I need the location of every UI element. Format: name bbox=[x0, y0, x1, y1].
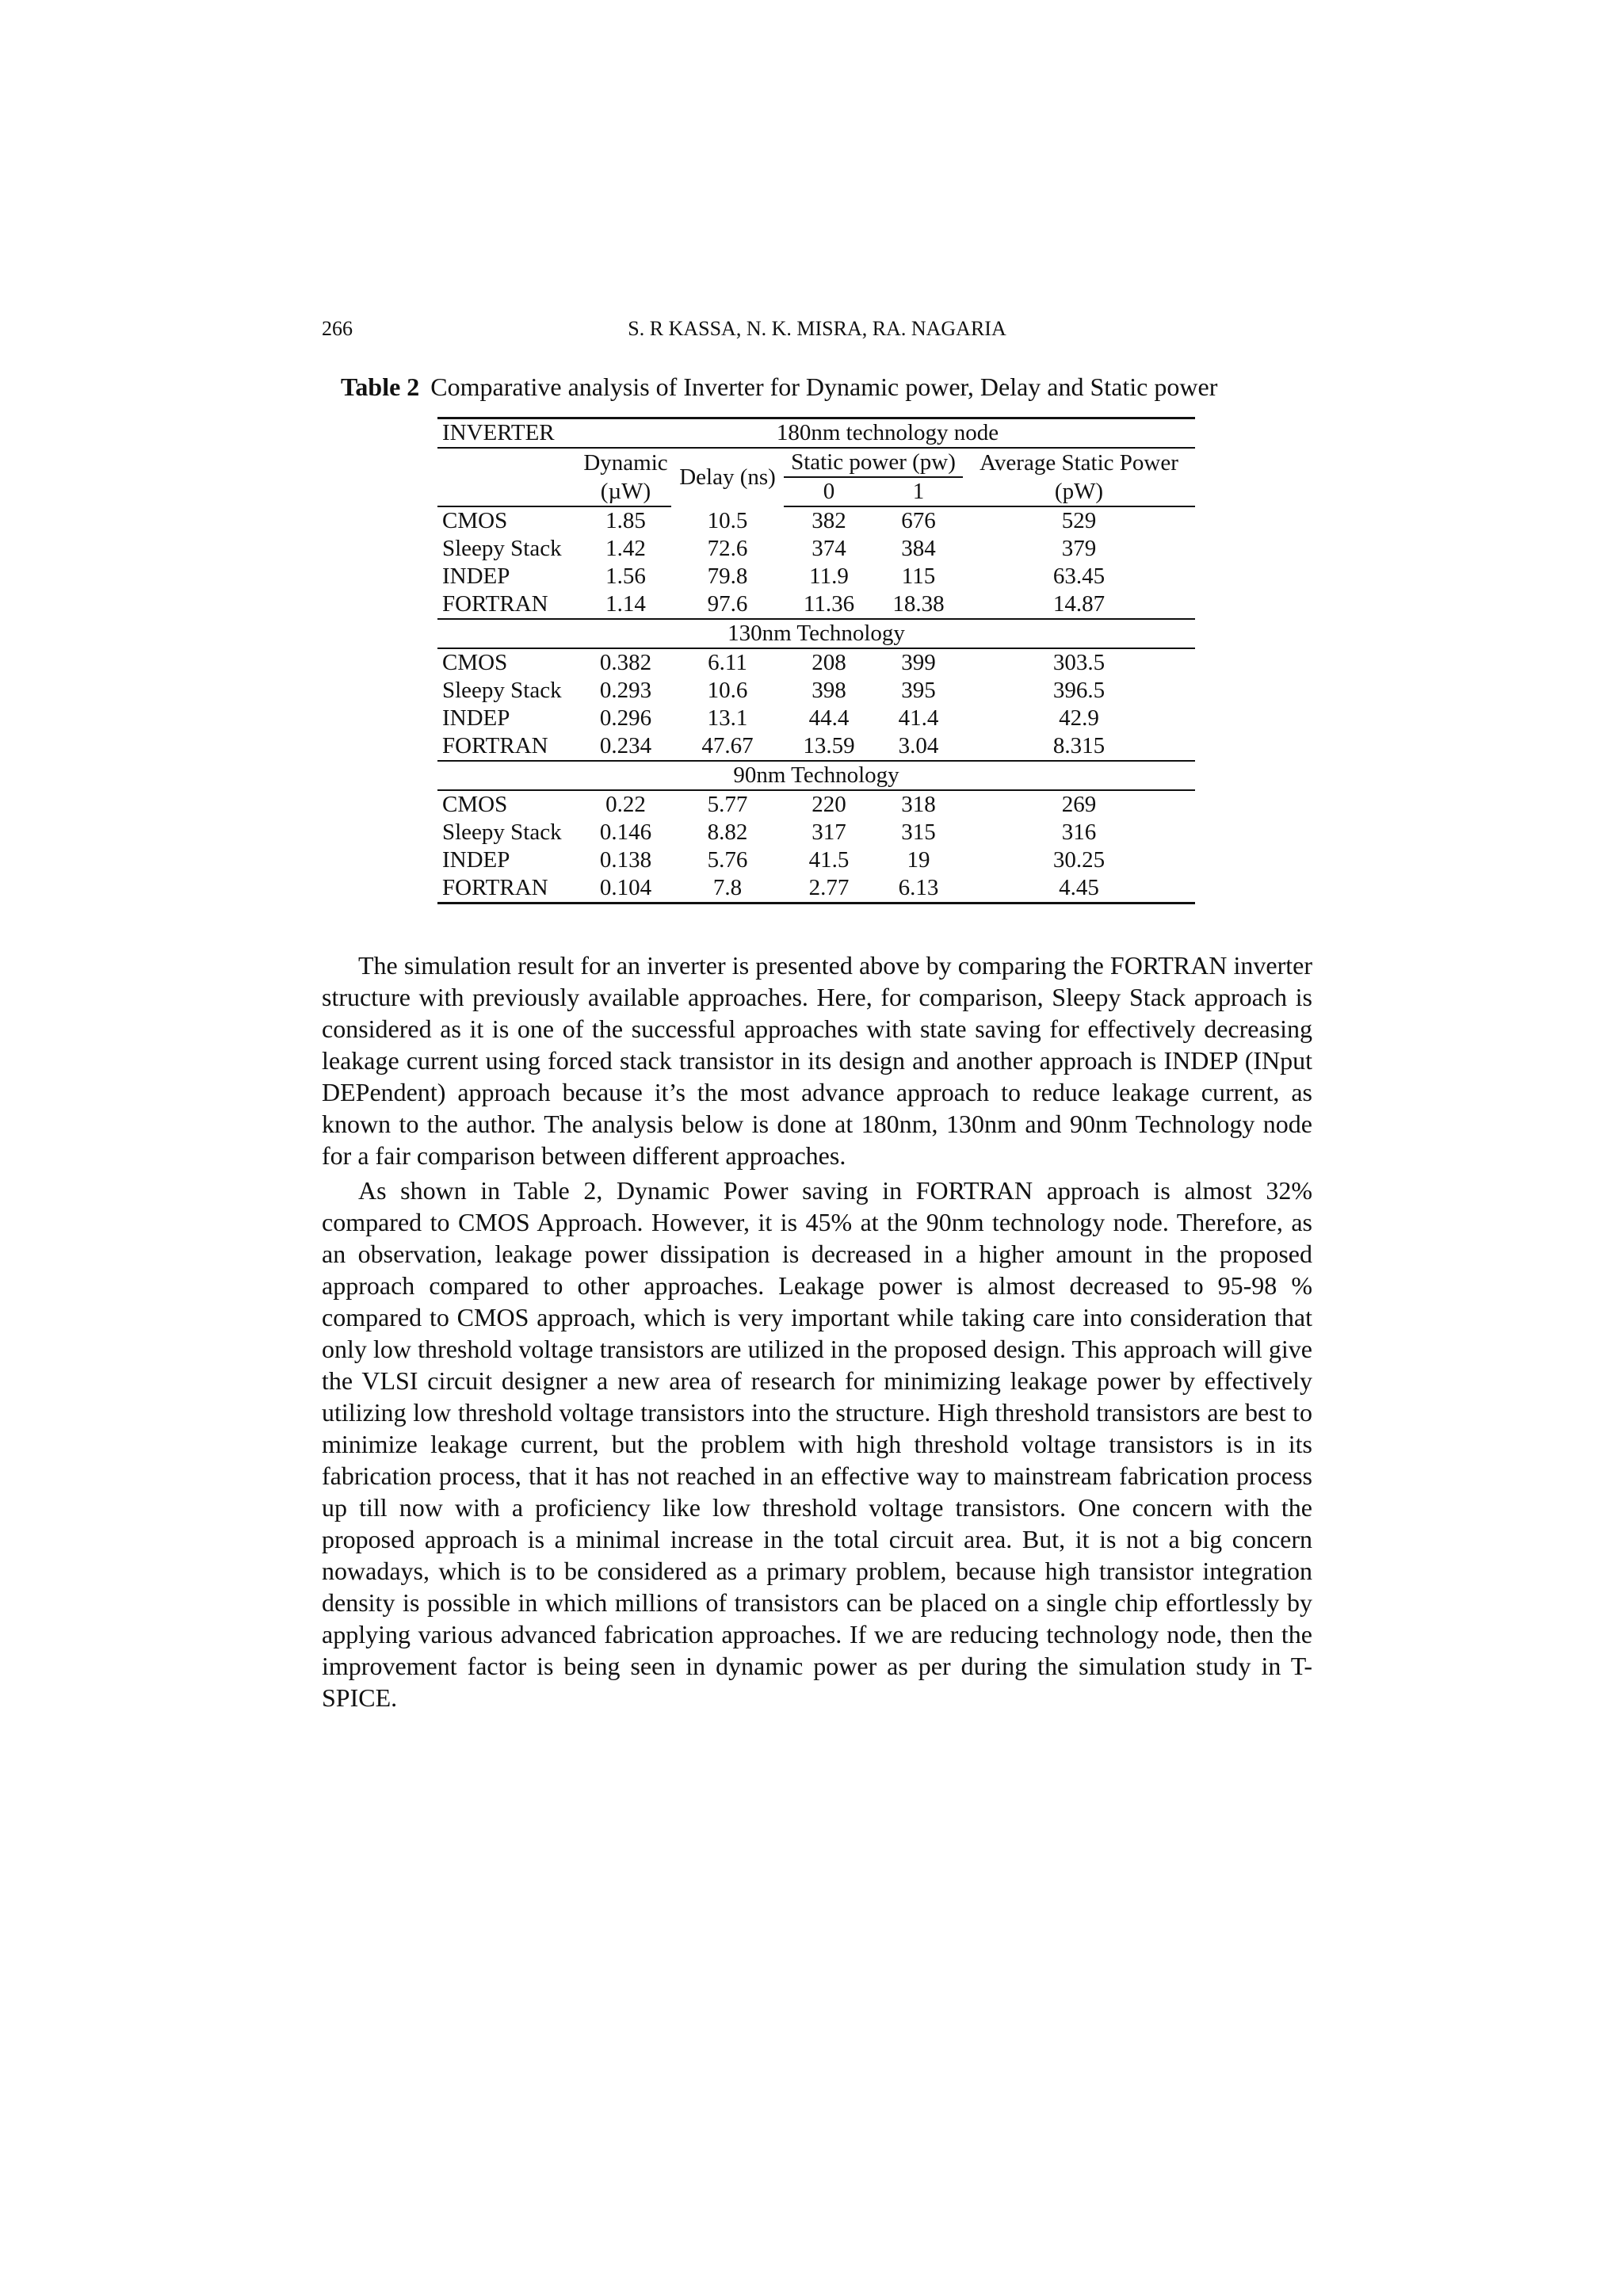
table-header-row-3 bbox=[437, 477, 1195, 506]
table-row bbox=[437, 705, 1195, 732]
cell-avg: 303.5 bbox=[1052, 650, 1106, 675]
header-dynamic: Dynamic bbox=[583, 449, 668, 476]
cell-delay: 5.77 bbox=[707, 792, 748, 817]
cell-delay: 7.8 bbox=[671, 874, 784, 904]
cell-s0: 2.77 bbox=[784, 874, 874, 904]
table-row bbox=[437, 846, 1195, 874]
cell-avg: 529 bbox=[1061, 508, 1097, 533]
cell-delay: 10.6 bbox=[707, 678, 748, 703]
cell-delay: 8.82 bbox=[707, 819, 748, 845]
header-delay: Delay (ns) bbox=[679, 464, 776, 490]
cell-s0: 41.5 bbox=[808, 847, 850, 873]
table-caption bbox=[341, 371, 1331, 403]
table-row bbox=[437, 790, 1195, 819]
table-row bbox=[437, 677, 1195, 705]
cell-name: FORTRAN bbox=[437, 732, 580, 761]
cell-s0: 11.36 bbox=[784, 590, 874, 619]
cell-name: Sleepy Stack bbox=[442, 819, 562, 845]
header-static-0: 0 bbox=[784, 477, 874, 506]
cell-delay: 79.8 bbox=[707, 563, 748, 589]
cell-s1: 395 bbox=[901, 678, 936, 703]
cell-s1: 18.38 bbox=[874, 590, 963, 619]
paragraph: The simulation result for an inverter is presented above by comparing the FORTRAN inverter structure with previously available approaches. Here, for comparison, Sleepy Stack approach is considered as it is one of the successful approaches with state saving for effectively decreasing leakage current using forced stack transistor in its design and another approach is INDEP (INput DEPendent) approach because it’s the most advance approach to reduce leakage current, as known to the author. The analysis below is done at 180nm, 130nm and 90nm Technology node for a fair comparison between different approaches. bbox=[322, 951, 1312, 1170]
table-row bbox=[437, 874, 1195, 904]
cell-name: Sleepy Stack bbox=[442, 678, 562, 703]
header-average: Average Static Power bbox=[980, 449, 1178, 476]
header-dynamic-unit: (µW) bbox=[580, 477, 671, 506]
table-row bbox=[437, 563, 1195, 590]
cell-s1: 6.13 bbox=[874, 874, 963, 904]
cell-s1: 676 bbox=[901, 508, 936, 533]
cell-s1: 3.04 bbox=[874, 732, 963, 761]
cell-s1: 318 bbox=[901, 792, 936, 817]
cell-delay: 72.6 bbox=[707, 536, 748, 561]
cell-avg: 14.87 bbox=[963, 590, 1195, 619]
table-header-row-2 bbox=[437, 448, 1195, 477]
cell-s0: 220 bbox=[812, 792, 846, 817]
cell-dynamic: 0.104 bbox=[580, 874, 671, 904]
header-average-unit: (pW) bbox=[963, 477, 1195, 506]
cell-avg: 42.9 bbox=[1059, 705, 1099, 731]
cell-name: FORTRAN bbox=[437, 590, 580, 619]
cell-avg: 316 bbox=[1061, 819, 1097, 845]
cell-delay: 97.6 bbox=[671, 590, 784, 619]
cell-s1: 315 bbox=[901, 819, 936, 845]
section-title: 130nm Technology bbox=[437, 619, 1195, 648]
cell-avg: 63.45 bbox=[1052, 563, 1106, 589]
cell-name: FORTRAN bbox=[437, 874, 580, 904]
cell-s0: 382 bbox=[812, 508, 846, 533]
cell-name: CMOS bbox=[442, 650, 508, 675]
header-static-1: 1 bbox=[874, 477, 963, 506]
cell-dynamic: 1.56 bbox=[605, 563, 646, 589]
section-title: 180nm technology node bbox=[580, 418, 1195, 449]
running-head-authors: S. R KASSA, N. K. MISRA, RA. NAGARIA bbox=[628, 317, 1006, 340]
running-head bbox=[322, 313, 1312, 345]
cell-dynamic: 1.14 bbox=[580, 590, 671, 619]
cell-s1: 41.4 bbox=[898, 705, 939, 731]
cell-s0: 374 bbox=[812, 536, 846, 561]
cell-name: INDEP bbox=[442, 847, 510, 873]
cell-dynamic: 0.382 bbox=[599, 650, 652, 675]
cell-s0: 11.9 bbox=[809, 563, 849, 589]
cell-s0: 398 bbox=[812, 678, 846, 703]
section-title-row bbox=[437, 619, 1195, 648]
cell-s1: 19 bbox=[907, 847, 930, 873]
cell-s1: 399 bbox=[901, 650, 936, 675]
table-row bbox=[437, 732, 1195, 761]
cell-avg: 4.45 bbox=[963, 874, 1195, 904]
cell-s0: 317 bbox=[812, 819, 846, 845]
table-row bbox=[437, 506, 1195, 535]
cell-delay: 5.76 bbox=[707, 847, 748, 873]
section-title: 90nm Technology bbox=[437, 761, 1195, 790]
cell-name: CMOS bbox=[442, 508, 508, 533]
comparison-table bbox=[437, 417, 1195, 904]
cell-s1: 384 bbox=[901, 536, 936, 561]
cell-avg: 8.315 bbox=[963, 732, 1195, 761]
cell-dynamic: 0.138 bbox=[599, 847, 652, 873]
cell-s0: 208 bbox=[812, 650, 846, 675]
cell-dynamic: 0.22 bbox=[605, 792, 646, 817]
cell-dynamic: 0.296 bbox=[599, 705, 652, 731]
cell-avg: 379 bbox=[1061, 536, 1097, 561]
table-row bbox=[437, 590, 1195, 619]
cell-delay: 6.11 bbox=[708, 650, 747, 675]
cell-dynamic: 1.85 bbox=[605, 508, 646, 533]
cell-name: INDEP bbox=[442, 563, 510, 589]
cell-avg: 396.5 bbox=[1052, 678, 1106, 703]
cell-delay: 10.5 bbox=[707, 507, 748, 533]
cell-name: Sleepy Stack bbox=[442, 536, 562, 561]
cell-s1: 115 bbox=[901, 563, 936, 589]
cell-avg: 30.25 bbox=[1052, 847, 1106, 873]
paragraph: As shown in Table 2, Dynamic Power saving in FORTRAN approach is almost 32% compared to CMOS Approach. However, it is 45% at the 90nm technology node. Therefore, as an observation, leakage power dissipation is decreased in a higher amount in the proposed approach compared to other approaches. Leakage power is almost decreased to 95-98 % compared to CMOS approach, which is very important while taking care into consideration that only low threshold voltage transistors are utilized in the proposed design. This approach will give the VLSI circuit designer a new area of research for minimizing leakage power by effectively utilizing low threshold voltage transistors into the structure. High threshold transistors are best to minimize leakage current, but the problem with high threshold voltage transistors is in its fabrication process, that it has not reached in an effective way to mainstream fabrication process up till now with a proficiency like low threshold voltage transistors. One concern with the proposed approach is a minimal increase in the total circuit area. But, it is not a big concern nowadays, which is to be considered as a primary problem, because high transistor integration density is possible in which millions of transistors can be placed on a single chip effortlessly by applying various advanced fabrication approaches. If we are reducing technology node, then the improvement factor is being seen in dynamic power as per during the simulation study in T-SPICE. bbox=[322, 1176, 1312, 1712]
body-text bbox=[322, 949, 1312, 1713]
cell-s0: 44.4 bbox=[808, 705, 850, 731]
cell-name: CMOS bbox=[442, 792, 508, 817]
cell-dynamic: 0.146 bbox=[599, 819, 652, 845]
table-caption-text: Comparative analysis of Inverter for Dynamic power, Delay and Static power bbox=[430, 372, 1218, 401]
cell-name: INDEP bbox=[442, 705, 510, 731]
cell-avg: 269 bbox=[1061, 792, 1097, 817]
cell-dynamic: 1.42 bbox=[605, 536, 646, 561]
table-row bbox=[437, 819, 1195, 846]
cell-dynamic: 0.293 bbox=[599, 678, 652, 703]
table-row bbox=[437, 535, 1195, 563]
table-row bbox=[437, 648, 1195, 677]
section-title-row bbox=[437, 761, 1195, 790]
table-header-row-1 bbox=[437, 418, 1195, 449]
header-static: Static power (pw) bbox=[784, 448, 963, 477]
cell-delay: 47.67 bbox=[671, 732, 784, 761]
page-number: 266 bbox=[322, 317, 353, 340]
cell-delay: 13.1 bbox=[707, 705, 748, 731]
corner-label: INVERTER bbox=[437, 418, 580, 449]
cell-s0: 13.59 bbox=[784, 732, 874, 761]
table-label: Table 2 bbox=[341, 372, 420, 401]
cell-dynamic: 0.234 bbox=[580, 732, 671, 761]
